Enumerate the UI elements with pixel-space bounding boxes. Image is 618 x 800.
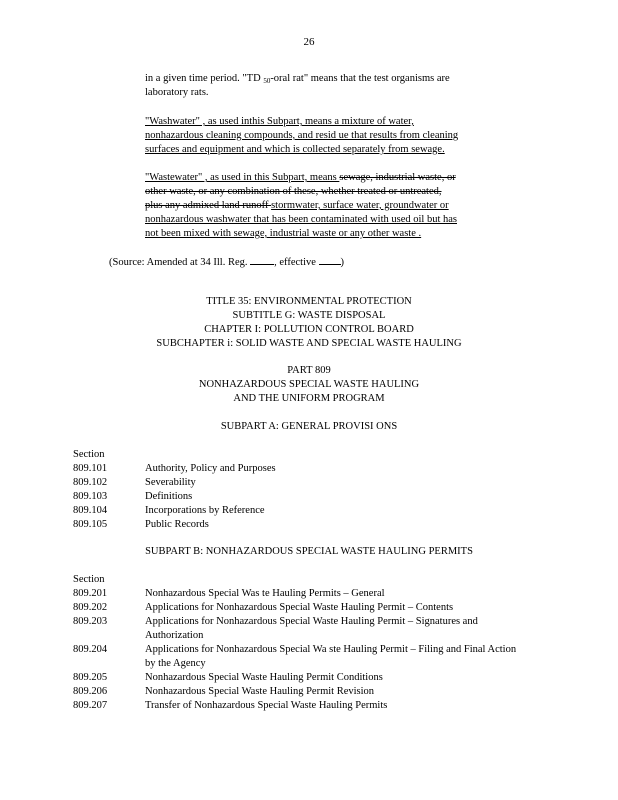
section-number: 809.204 xyxy=(73,644,108,655)
toc-row xyxy=(73,476,533,490)
toc-row xyxy=(73,643,533,671)
section-label: Section xyxy=(73,574,105,585)
part-heading: PART 809 xyxy=(287,365,331,376)
definition-wastewater: "Wastewater" , as used in this Subpart, means sewage, industrial waste, or other waste, or any combination of these, whether treated or untreated, plus any admixed land runoff stormwater, surface water, groundwater or nonhazardous washwater that has been contaminated with used oil but has not been mixed with sewage, industrial waste or any other waste . xyxy=(145,172,457,239)
section-title: Applications for Nonhazardous Special Wa ste Hauling Permit – Filing and Final Action by the Agency xyxy=(145,644,517,669)
page-number: 26 xyxy=(303,36,315,48)
source-note: (Source: Amended at 34 Ill. Reg. , effective ) xyxy=(109,254,344,269)
chapter-heading: CHAPTER I: POLLUTION CONTROL BOARD xyxy=(204,324,414,335)
toc-row xyxy=(73,587,533,601)
section-number: 809.202 xyxy=(73,602,108,613)
toc-subpart-b xyxy=(73,573,533,713)
subpart-a-heading: SUBPART A: GENERAL PROVISI ONS xyxy=(220,421,398,432)
subpart-b-heading: SUBPART B: NONHAZARDOUS SPECIAL WASTE HAULING PERMITS xyxy=(145,546,473,557)
section-title: Transfer of Nonhazardous Special Waste Hauling Permits xyxy=(145,700,388,711)
toc-subpart-a xyxy=(73,448,533,532)
section-number: 809.203 xyxy=(73,616,108,627)
toc-row xyxy=(73,671,533,685)
section-number: 809.206 xyxy=(73,686,108,697)
toc-row xyxy=(73,699,533,713)
toc-row xyxy=(73,615,533,643)
section-title: Applications for Nonhazardous Special Waste Hauling Permit – Signatures and Authorization xyxy=(145,616,478,641)
toc-list xyxy=(73,587,533,713)
toc-row xyxy=(73,504,533,518)
toc-row xyxy=(73,685,533,699)
section-title: Authority, Policy and Purposes xyxy=(145,463,276,474)
section-title: Applications for Nonhazardous Special Waste Hauling Permit – Contents xyxy=(145,602,454,613)
section-number: 809.104 xyxy=(73,505,108,516)
section-label: Section xyxy=(73,449,105,460)
section-number: 809.102 xyxy=(73,477,108,488)
toc-row xyxy=(73,490,533,504)
section-title: Severability xyxy=(145,477,196,488)
section-number: 809.105 xyxy=(73,519,108,530)
section-title: Definitions xyxy=(145,491,193,502)
section-number: 809.205 xyxy=(73,672,108,683)
toc-list xyxy=(73,462,533,532)
toc-row xyxy=(73,462,533,476)
subtitle-heading: SUBTITLE G: WASTE DISPOSAL xyxy=(232,310,386,321)
section-title: Nonhazardous Special Was te Hauling Permits – General xyxy=(145,588,385,599)
section-number: 809.101 xyxy=(73,463,108,474)
toc-row xyxy=(73,518,533,532)
section-title: Incorporations by Reference xyxy=(145,505,265,516)
toc-row xyxy=(73,601,533,615)
section-title: Public Records xyxy=(145,519,209,530)
section-title: Nonhazardous Special Waste Hauling Permit Revision xyxy=(145,686,375,697)
part-title-line1: NONHAZARDOUS SPECIAL WASTE HAULING xyxy=(198,379,420,390)
section-title: Nonhazardous Special Waste Hauling Permit Conditions xyxy=(145,672,383,683)
definition-td50-continuation: in a given time period. "TD $_{50}$-oral rat" means that the test organisms are laboratory rats. xyxy=(145,73,450,98)
section-number: 809.207 xyxy=(73,700,108,711)
definition-washwater: "Washwater" , as used inthis Subpart, means a mixture of water, nonhazardous cleaning compounds, and resid ue that results from cleaning surfaces and equipment and which is collected separately from sewage. xyxy=(145,116,459,155)
part-title-line2: AND THE UNIFORM PROGRAM xyxy=(233,393,385,404)
section-number: 809.201 xyxy=(73,588,108,599)
title-heading: TITLE 35: ENVIRONMENTAL PROTECTION xyxy=(206,296,412,307)
section-number: 809.103 xyxy=(73,491,108,502)
subchapter-heading: SUBCHAPTER i: SOLID WASTE AND SPECIAL WASTE HAULING xyxy=(156,338,462,349)
